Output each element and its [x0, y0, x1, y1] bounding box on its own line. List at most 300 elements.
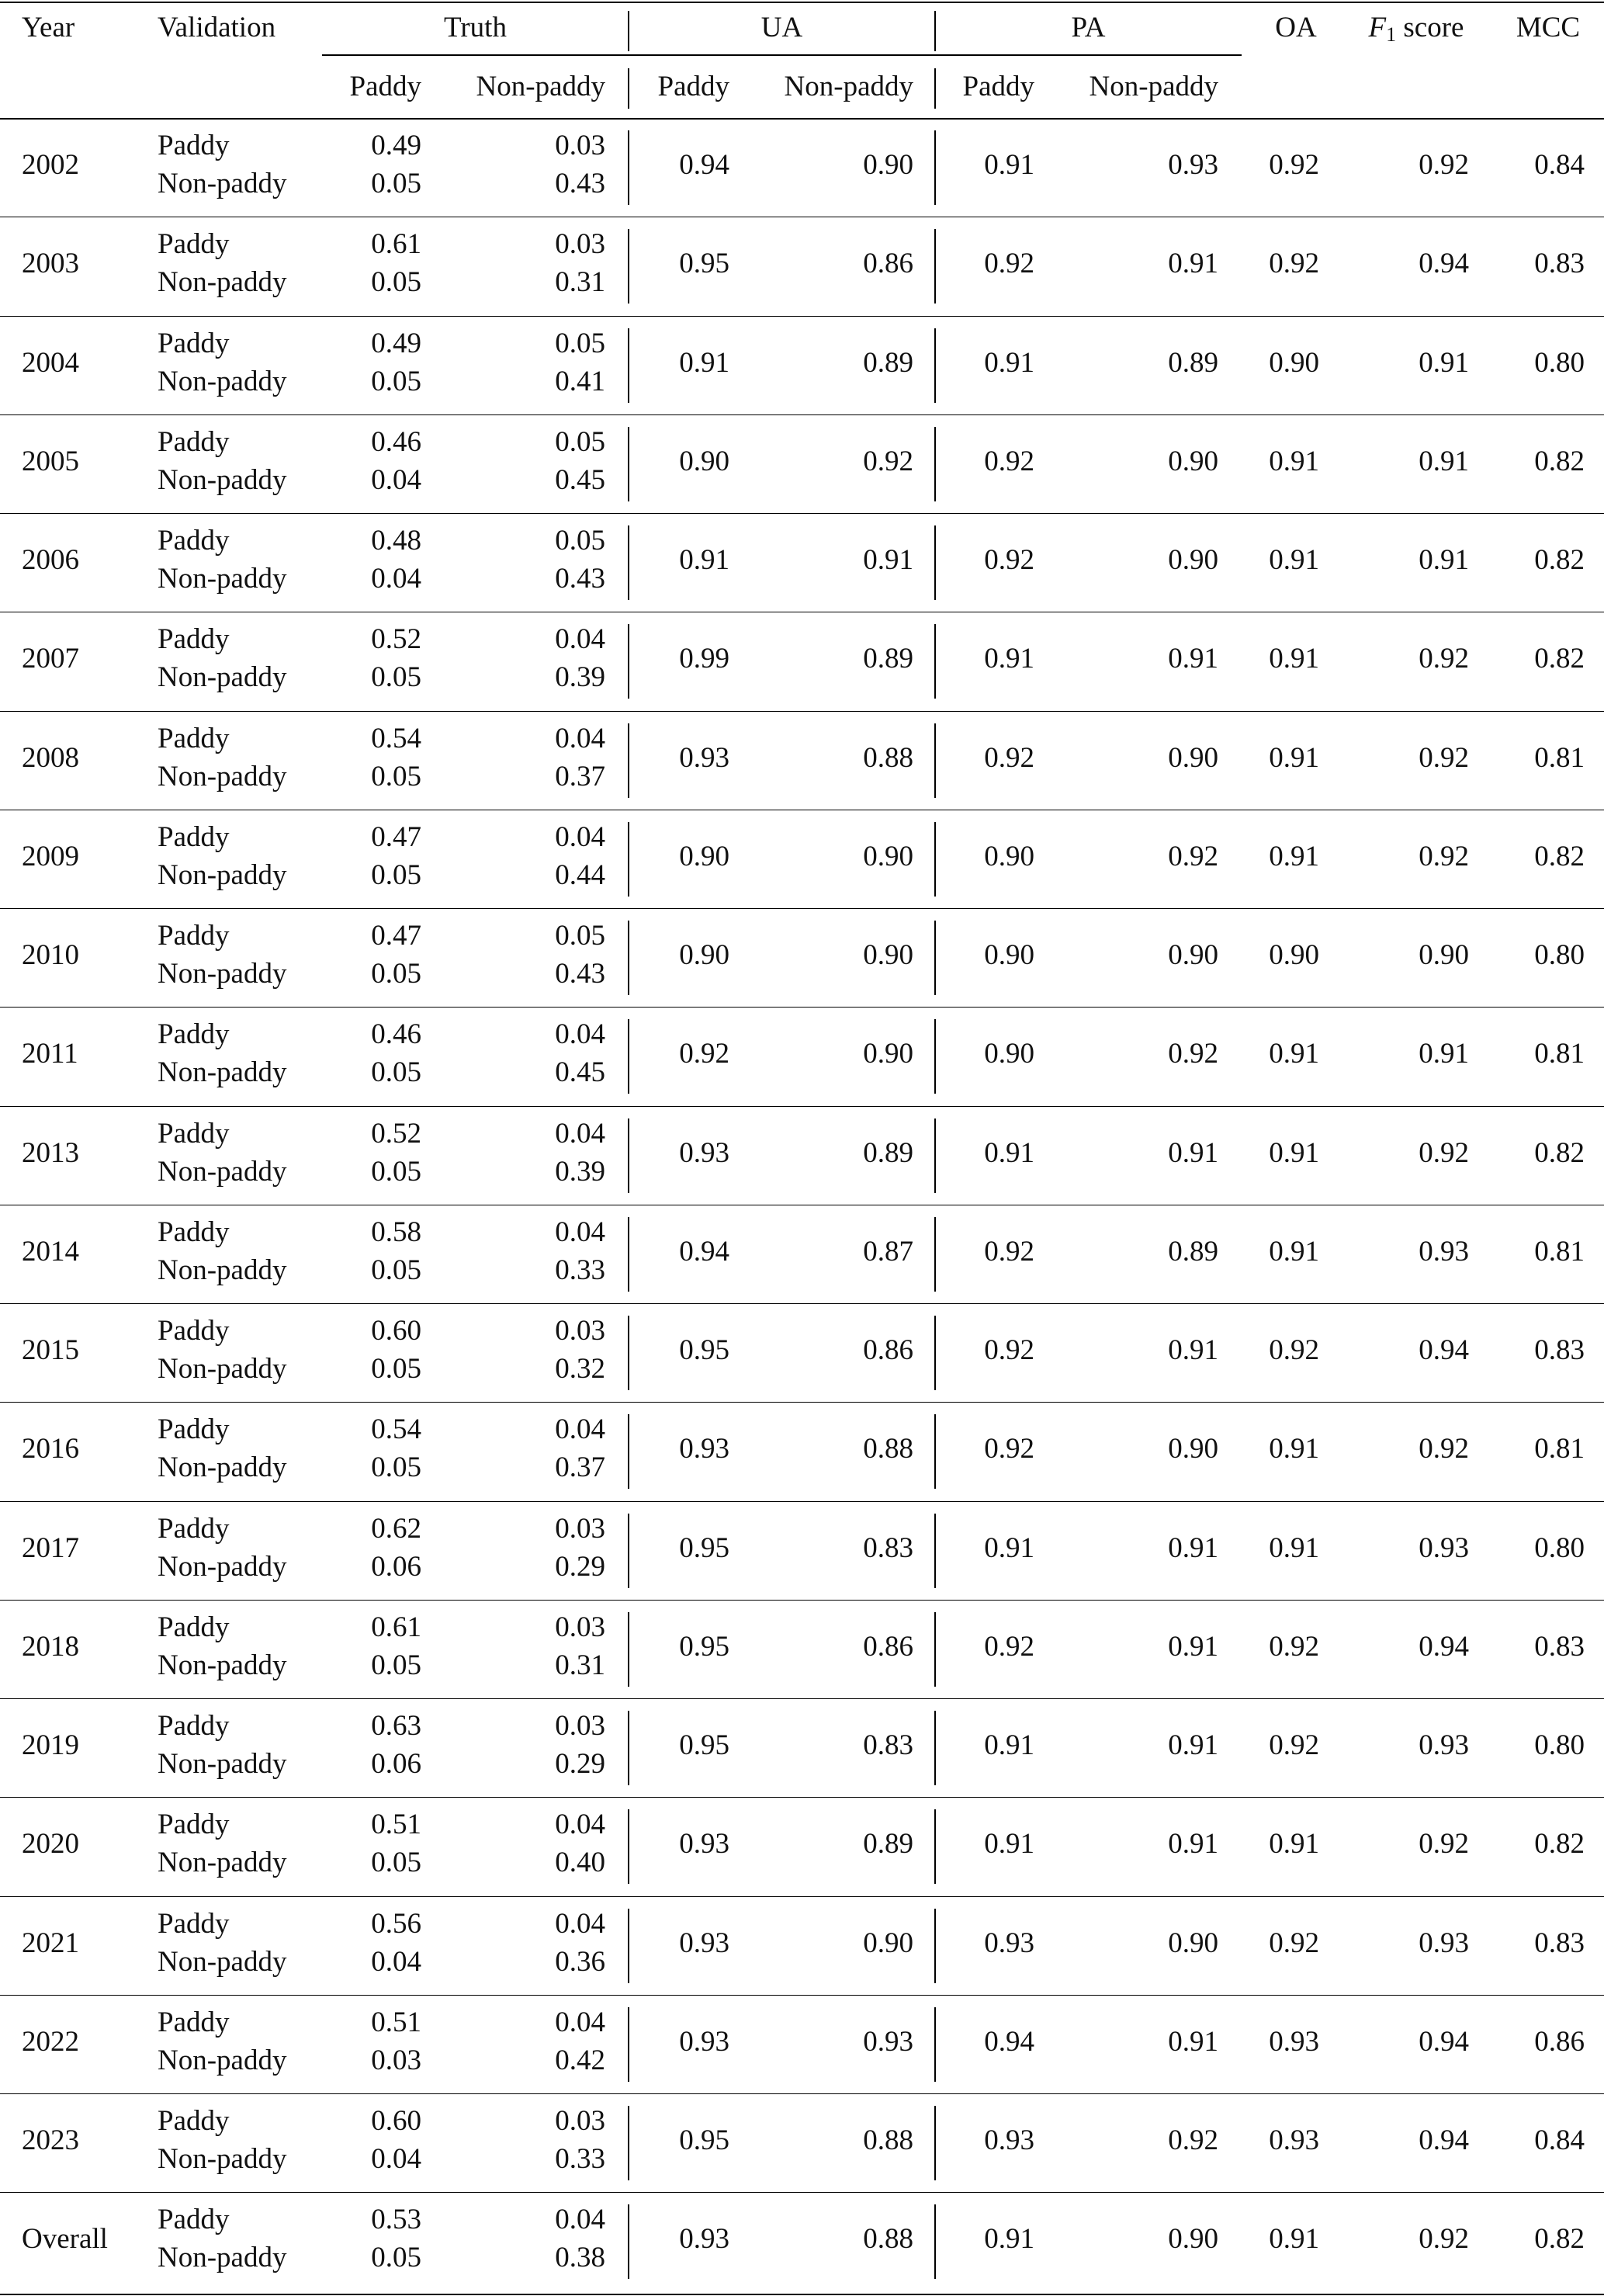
truth-nonpaddy-nonpaddy: 0.31 [555, 266, 605, 299]
sep-truth-ua [628, 1514, 629, 1588]
truth-nonpaddy-paddy: 0.05 [371, 1155, 421, 1188]
year-cell: 2003 [22, 248, 79, 280]
pa-paddy: 0.92 [984, 1433, 1034, 1465]
sep-truth-ua [628, 130, 629, 205]
year-cell: 2014 [22, 1235, 79, 1268]
year-cell: 2002 [22, 149, 79, 181]
sep-truth-ua [628, 1316, 629, 1390]
subheader-pa-nonpaddy: Non-paddy [1089, 71, 1218, 102]
ua-nonpaddy: 0.89 [863, 346, 913, 379]
pa-paddy: 0.92 [984, 741, 1034, 774]
pa-group-rule [935, 54, 1242, 56]
row-rule [0, 908, 1604, 909]
pa-nonpaddy: 0.90 [1168, 445, 1218, 477]
ua-nonpaddy: 0.90 [863, 1927, 913, 1959]
f1-value: 0.94 [1419, 248, 1469, 280]
validation-nonpaddy: Non-paddy [158, 1550, 287, 1583]
ua-nonpaddy: 0.91 [863, 544, 913, 576]
sep-ua-pa [934, 229, 936, 303]
f1-value: 0.93 [1419, 1531, 1469, 1564]
truth-nonpaddy-nonpaddy: 0.37 [555, 760, 605, 793]
sep-ua-pa [934, 624, 936, 699]
truth-paddy-nonpaddy: 0.03 [555, 1512, 605, 1545]
sep-truth-ua [628, 328, 629, 403]
row-rule [0, 1698, 1604, 1699]
sep-truth-ua [628, 2007, 629, 2082]
pa-nonpaddy: 0.93 [1168, 149, 1218, 181]
mcc-value: 0.83 [1534, 1630, 1585, 1663]
bottom-rule [0, 2294, 1604, 2295]
ua-group-rule [629, 54, 935, 56]
truth-nonpaddy-nonpaddy: 0.39 [555, 661, 605, 694]
ua-nonpaddy: 0.89 [863, 643, 913, 675]
validation-nonpaddy: Non-paddy [158, 1649, 287, 1681]
sep-ua-pa [934, 2106, 936, 2180]
sep-truth-ua [628, 427, 629, 501]
pa-paddy: 0.91 [984, 1828, 1034, 1861]
header-truth: Truth [444, 12, 507, 43]
year-cell: 2016 [22, 1433, 79, 1465]
year-cell: 2010 [22, 939, 79, 971]
truth-paddy-paddy: 0.52 [371, 1117, 421, 1150]
year-cell: 2023 [22, 2124, 79, 2156]
ua-paddy: 0.91 [679, 346, 729, 379]
truth-nonpaddy-paddy: 0.05 [371, 168, 421, 199]
truth-nonpaddy-paddy: 0.05 [371, 1056, 421, 1089]
ua-nonpaddy: 0.86 [863, 1334, 913, 1366]
truth-paddy-paddy: 0.60 [371, 2105, 421, 2137]
validation-paddy: Paddy [158, 2105, 230, 2137]
f1-value: 0.94 [1419, 1334, 1469, 1366]
sep-ua-pa [934, 2204, 936, 2279]
truth-group-rule [322, 54, 629, 56]
ua-nonpaddy: 0.86 [863, 1630, 913, 1663]
mcc-value: 0.81 [1534, 1433, 1585, 1465]
year-cell: 2008 [22, 741, 79, 774]
f1-value: 0.94 [1419, 2124, 1469, 2156]
oa-value: 0.91 [1269, 1038, 1319, 1070]
pa-paddy: 0.90 [984, 939, 1034, 971]
f1-value: 0.91 [1419, 544, 1469, 576]
sep-ua-pa [934, 1612, 936, 1687]
pa-paddy: 0.91 [984, 1729, 1034, 1761]
validation-paddy: Paddy [158, 1611, 230, 1643]
ua-nonpaddy: 0.92 [863, 445, 913, 477]
truth-paddy-paddy: 0.63 [371, 1710, 421, 1742]
validation-nonpaddy: Non-paddy [158, 463, 287, 496]
truth-nonpaddy-nonpaddy: 0.43 [555, 958, 605, 990]
truth-nonpaddy-nonpaddy: 0.40 [555, 1847, 605, 1879]
truth-paddy-paddy: 0.49 [371, 327, 421, 359]
oa-value: 0.93 [1269, 2025, 1319, 2058]
truth-nonpaddy-nonpaddy: 0.43 [555, 563, 605, 595]
validation-nonpaddy: Non-paddy [158, 760, 287, 793]
pa-nonpaddy: 0.92 [1168, 2124, 1218, 2156]
truth-paddy-nonpaddy: 0.05 [555, 327, 605, 359]
truth-nonpaddy-paddy: 0.04 [371, 2143, 421, 2175]
row-rule [0, 1896, 1604, 1897]
validation-paddy: Paddy [158, 1512, 230, 1545]
sep-ua-pa [934, 427, 936, 501]
truth-nonpaddy-paddy: 0.05 [371, 958, 421, 990]
oa-value: 0.92 [1269, 1334, 1319, 1366]
validation-paddy: Paddy [158, 1413, 230, 1446]
ua-paddy: 0.90 [679, 445, 729, 477]
pa-nonpaddy: 0.91 [1168, 1828, 1218, 1861]
truth-paddy-paddy: 0.52 [371, 623, 421, 656]
pa-nonpaddy: 0.91 [1168, 643, 1218, 675]
pa-nonpaddy: 0.91 [1168, 1729, 1218, 1761]
ua-paddy: 0.93 [679, 2025, 729, 2058]
mcc-value: 0.80 [1534, 939, 1585, 971]
pa-nonpaddy: 0.90 [1168, 2223, 1218, 2256]
year-cell: 2015 [22, 1334, 79, 1366]
year-cell: 2004 [22, 346, 79, 379]
row-rule [0, 1007, 1604, 1008]
oa-value: 0.90 [1269, 346, 1319, 379]
truth-nonpaddy-nonpaddy: 0.44 [555, 858, 605, 891]
truth-paddy-nonpaddy: 0.04 [555, 623, 605, 656]
truth-nonpaddy-paddy: 0.05 [371, 1353, 421, 1385]
truth-nonpaddy-paddy: 0.05 [371, 365, 421, 397]
truth-nonpaddy-paddy: 0.05 [371, 760, 421, 793]
truth-paddy-paddy: 0.61 [371, 1611, 421, 1643]
ua-paddy: 0.95 [679, 1531, 729, 1564]
pa-paddy: 0.91 [984, 149, 1034, 181]
sep-ua-pa [934, 1316, 936, 1390]
header-f1-letter: F [1368, 12, 1387, 43]
oa-value: 0.92 [1269, 248, 1319, 280]
sep-truth-ua [628, 1019, 629, 1094]
sep-ua-pa [934, 1217, 936, 1292]
pa-paddy: 0.91 [984, 1531, 1034, 1564]
sep-ua-pa [934, 822, 936, 897]
validation-paddy: Paddy [158, 1710, 230, 1742]
mcc-value: 0.82 [1534, 840, 1585, 872]
truth-nonpaddy-nonpaddy: 0.33 [555, 1254, 605, 1286]
truth-nonpaddy-paddy: 0.05 [371, 1451, 421, 1484]
sep-ua-pa [934, 1019, 936, 1094]
year-cell: 2021 [22, 1927, 79, 1959]
truth-paddy-nonpaddy: 0.05 [555, 525, 605, 557]
pa-paddy: 0.92 [984, 248, 1034, 280]
ua-nonpaddy: 0.88 [863, 1433, 913, 1465]
ua-paddy: 0.92 [679, 1038, 729, 1070]
sep-truth-ua [628, 2204, 629, 2279]
sep-truth-ua [628, 624, 629, 699]
oa-value: 0.91 [1269, 741, 1319, 774]
mcc-value: 0.82 [1534, 1136, 1585, 1169]
header-ua: UA [760, 12, 803, 43]
oa-value: 0.91 [1269, 1235, 1319, 1268]
pa-nonpaddy: 0.90 [1168, 741, 1218, 774]
truth-paddy-nonpaddy: 0.04 [555, 1413, 605, 1446]
validation-nonpaddy: Non-paddy [158, 168, 287, 199]
validation-nonpaddy: Non-paddy [158, 563, 287, 595]
mcc-value: 0.83 [1534, 1927, 1585, 1959]
validation-nonpaddy: Non-paddy [158, 1353, 287, 1385]
validation-paddy: Paddy [158, 1907, 230, 1940]
truth-paddy-paddy: 0.62 [371, 1512, 421, 1545]
validation-nonpaddy: Non-paddy [158, 1155, 287, 1188]
pa-nonpaddy: 0.90 [1168, 939, 1218, 971]
sep-truth-ua [628, 822, 629, 897]
truth-paddy-nonpaddy: 0.04 [555, 820, 605, 853]
header-bottom-rule [0, 118, 1604, 120]
pa-paddy: 0.92 [984, 544, 1034, 576]
sep-truth-ua [628, 1711, 629, 1785]
ua-nonpaddy: 0.88 [863, 2223, 913, 2256]
ua-paddy: 0.95 [679, 1630, 729, 1663]
truth-nonpaddy-paddy: 0.04 [371, 563, 421, 595]
ua-nonpaddy: 0.90 [863, 939, 913, 971]
subheader-ua-nonpaddy: Non-paddy [784, 71, 913, 102]
ua-nonpaddy: 0.88 [863, 741, 913, 774]
row-rule [0, 1600, 1604, 1601]
truth-paddy-paddy: 0.61 [371, 228, 421, 261]
year-cell: 2007 [22, 643, 79, 675]
mcc-value: 0.82 [1534, 643, 1585, 675]
oa-value: 0.91 [1269, 2223, 1319, 2256]
ua-paddy: 0.93 [679, 1136, 729, 1169]
mcc-value: 0.81 [1534, 741, 1585, 774]
f1-value: 0.92 [1419, 149, 1469, 181]
pa-paddy: 0.91 [984, 643, 1034, 675]
truth-paddy-paddy: 0.53 [371, 2204, 421, 2236]
header-sep-ua-pa-top [934, 11, 936, 51]
ua-paddy: 0.90 [679, 840, 729, 872]
truth-nonpaddy-nonpaddy: 0.29 [555, 1550, 605, 1583]
pa-nonpaddy: 0.90 [1168, 544, 1218, 576]
truth-nonpaddy-paddy: 0.05 [371, 858, 421, 891]
year-cell: 2013 [22, 1136, 79, 1169]
sep-truth-ua [628, 229, 629, 303]
validation-paddy: Paddy [158, 1315, 230, 1347]
row-rule [0, 1402, 1604, 1403]
sep-truth-ua [628, 1119, 629, 1193]
oa-value: 0.91 [1269, 1433, 1319, 1465]
header-f1-score [1350, 11, 1482, 45]
sep-truth-ua [628, 1909, 629, 1983]
pa-nonpaddy: 0.92 [1168, 1038, 1218, 1070]
header-mcc: MCC [1516, 12, 1581, 43]
truth-nonpaddy-paddy: 0.04 [371, 463, 421, 496]
mcc-value: 0.84 [1534, 2124, 1585, 2156]
ua-paddy: 0.93 [679, 1927, 729, 1959]
truth-paddy-nonpaddy: 0.03 [555, 1315, 605, 1347]
ua-nonpaddy: 0.83 [863, 1729, 913, 1761]
ua-paddy: 0.93 [679, 741, 729, 774]
pa-nonpaddy: 0.90 [1168, 1927, 1218, 1959]
truth-nonpaddy-nonpaddy: 0.37 [555, 1451, 605, 1484]
validation-nonpaddy: Non-paddy [158, 2044, 287, 2076]
pa-paddy: 0.93 [984, 1927, 1034, 1959]
truth-nonpaddy-paddy: 0.05 [371, 661, 421, 694]
truth-paddy-paddy: 0.46 [371, 1018, 421, 1051]
mcc-value: 0.83 [1534, 1334, 1585, 1366]
ua-paddy: 0.95 [679, 2124, 729, 2156]
ua-nonpaddy: 0.90 [863, 1038, 913, 1070]
row-rule [0, 711, 1604, 712]
ua-paddy: 0.93 [679, 1433, 729, 1465]
year-cell: 2009 [22, 840, 79, 872]
oa-value: 0.91 [1269, 643, 1319, 675]
year-cell: 2005 [22, 445, 79, 477]
mcc-value: 0.82 [1534, 1828, 1585, 1861]
header-validation: Validation [158, 12, 276, 43]
year-cell: 2018 [22, 1630, 79, 1663]
f1-value: 0.90 [1419, 939, 1469, 971]
truth-nonpaddy-nonpaddy: 0.41 [555, 365, 605, 397]
validation-paddy: Paddy [158, 425, 230, 458]
f1-value: 0.92 [1419, 840, 1469, 872]
pa-nonpaddy: 0.92 [1168, 840, 1218, 872]
subheader-truth-paddy: Paddy [349, 71, 421, 102]
pa-nonpaddy: 0.91 [1168, 248, 1218, 280]
ua-paddy: 0.94 [679, 149, 729, 181]
oa-value: 0.92 [1269, 1729, 1319, 1761]
row-rule [0, 513, 1604, 514]
ua-paddy: 0.95 [679, 248, 729, 280]
ua-paddy: 0.93 [679, 1828, 729, 1861]
sep-ua-pa [934, 328, 936, 403]
oa-value: 0.91 [1269, 445, 1319, 477]
truth-nonpaddy-nonpaddy: 0.33 [555, 2143, 605, 2175]
mcc-value: 0.86 [1534, 2025, 1585, 2058]
pa-paddy: 0.94 [984, 2025, 1034, 2058]
pa-nonpaddy: 0.91 [1168, 1136, 1218, 1169]
oa-value: 0.91 [1269, 1828, 1319, 1861]
row-rule [0, 2093, 1604, 2094]
ua-nonpaddy: 0.93 [863, 2025, 913, 2058]
truth-nonpaddy-paddy: 0.05 [371, 2242, 421, 2274]
validation-nonpaddy: Non-paddy [158, 958, 287, 990]
truth-paddy-nonpaddy: 0.04 [555, 722, 605, 754]
validation-paddy: Paddy [158, 1117, 230, 1150]
validation-nonpaddy: Non-paddy [158, 1847, 287, 1879]
pa-nonpaddy: 0.91 [1168, 2025, 1218, 2058]
validation-paddy: Paddy [158, 130, 230, 161]
ua-nonpaddy: 0.90 [863, 149, 913, 181]
oa-value: 0.93 [1269, 2124, 1319, 2156]
f1-value: 0.92 [1419, 2223, 1469, 2256]
truth-paddy-paddy: 0.54 [371, 1413, 421, 1446]
validation-nonpaddy: Non-paddy [158, 1945, 287, 1978]
truth-paddy-paddy: 0.54 [371, 722, 421, 754]
ua-nonpaddy: 0.87 [863, 1235, 913, 1268]
subheader-truth-nonpaddy: Non-paddy [476, 71, 605, 102]
truth-paddy-paddy: 0.56 [371, 1907, 421, 1940]
validation-paddy: Paddy [158, 2204, 230, 2236]
mcc-value: 0.84 [1534, 149, 1585, 181]
truth-nonpaddy-nonpaddy: 0.43 [555, 168, 605, 199]
truth-paddy-paddy: 0.58 [371, 1216, 421, 1248]
header-f1-rest: score [1396, 12, 1464, 43]
year-cell: 2011 [22, 1038, 78, 1070]
validation-nonpaddy: Non-paddy [158, 1254, 287, 1286]
truth-paddy-nonpaddy: 0.03 [555, 228, 605, 261]
sep-truth-ua [628, 723, 629, 798]
mcc-value: 0.82 [1534, 544, 1585, 576]
truth-nonpaddy-nonpaddy: 0.45 [555, 463, 605, 496]
subheader-pa-paddy: Paddy [962, 71, 1034, 102]
f1-value: 0.94 [1419, 2025, 1469, 2058]
truth-paddy-paddy: 0.51 [371, 2006, 421, 2038]
mcc-value: 0.82 [1534, 2223, 1585, 2256]
oa-value: 0.91 [1269, 544, 1319, 576]
truth-nonpaddy-paddy: 0.06 [371, 1748, 421, 1780]
validation-paddy: Paddy [158, 1018, 230, 1051]
truth-nonpaddy-paddy: 0.05 [371, 1254, 421, 1286]
truth-paddy-nonpaddy: 0.04 [555, 1809, 605, 1841]
truth-paddy-nonpaddy: 0.03 [555, 2105, 605, 2137]
sep-truth-ua [628, 1809, 629, 1884]
pa-nonpaddy: 0.89 [1168, 346, 1218, 379]
truth-nonpaddy-paddy: 0.05 [371, 266, 421, 299]
row-rule [0, 2192, 1604, 2193]
mcc-value: 0.81 [1534, 1235, 1585, 1268]
pa-paddy: 0.92 [984, 1334, 1034, 1366]
validation-nonpaddy: Non-paddy [158, 858, 287, 891]
validation-paddy: Paddy [158, 1216, 230, 1248]
year-cell: 2022 [22, 2025, 79, 2058]
f1-value: 0.92 [1419, 1136, 1469, 1169]
truth-paddy-nonpaddy: 0.04 [555, 2006, 605, 2038]
sep-ua-pa [934, 1909, 936, 1983]
ua-paddy: 0.99 [679, 643, 729, 675]
ua-nonpaddy: 0.88 [863, 2124, 913, 2156]
mcc-value: 0.82 [1534, 445, 1585, 477]
sep-truth-ua [628, 1217, 629, 1292]
f1-value: 0.93 [1419, 1729, 1469, 1761]
ua-paddy: 0.94 [679, 1235, 729, 1268]
truth-nonpaddy-nonpaddy: 0.42 [555, 2044, 605, 2076]
year-cell: 2006 [22, 544, 79, 576]
truth-paddy-nonpaddy: 0.03 [555, 1611, 605, 1643]
f1-value: 0.91 [1419, 346, 1469, 379]
oa-value: 0.92 [1269, 149, 1319, 181]
validation-paddy: Paddy [158, 2006, 230, 2038]
pa-paddy: 0.91 [984, 2223, 1034, 2256]
f1-value: 0.94 [1419, 1630, 1469, 1663]
ua-paddy: 0.90 [679, 939, 729, 971]
row-rule [0, 1995, 1604, 1996]
f1-value: 0.91 [1419, 445, 1469, 477]
sep-ua-pa [934, 1514, 936, 1588]
year-cell: 2017 [22, 1531, 79, 1564]
truth-nonpaddy-paddy: 0.06 [371, 1550, 421, 1583]
pa-nonpaddy: 0.91 [1168, 1531, 1218, 1564]
sep-ua-pa [934, 525, 936, 600]
f1-value: 0.93 [1419, 1927, 1469, 1959]
mcc-value: 0.81 [1534, 1038, 1585, 1070]
ua-nonpaddy: 0.89 [863, 1136, 913, 1169]
pa-paddy: 0.92 [984, 445, 1034, 477]
truth-paddy-nonpaddy: 0.03 [555, 1710, 605, 1742]
truth-paddy-paddy: 0.48 [371, 525, 421, 557]
row-rule [0, 414, 1604, 415]
truth-paddy-paddy: 0.46 [371, 425, 421, 458]
oa-value: 0.90 [1269, 939, 1319, 971]
sep-truth-ua [628, 525, 629, 600]
validation-paddy: Paddy [158, 1809, 230, 1841]
truth-paddy-nonpaddy: 0.04 [555, 1117, 605, 1150]
validation-paddy: Paddy [158, 327, 230, 359]
row-rule [0, 1106, 1604, 1107]
ua-paddy: 0.95 [679, 1729, 729, 1761]
row-rule [0, 1797, 1604, 1798]
f1-value: 0.92 [1419, 1433, 1469, 1465]
